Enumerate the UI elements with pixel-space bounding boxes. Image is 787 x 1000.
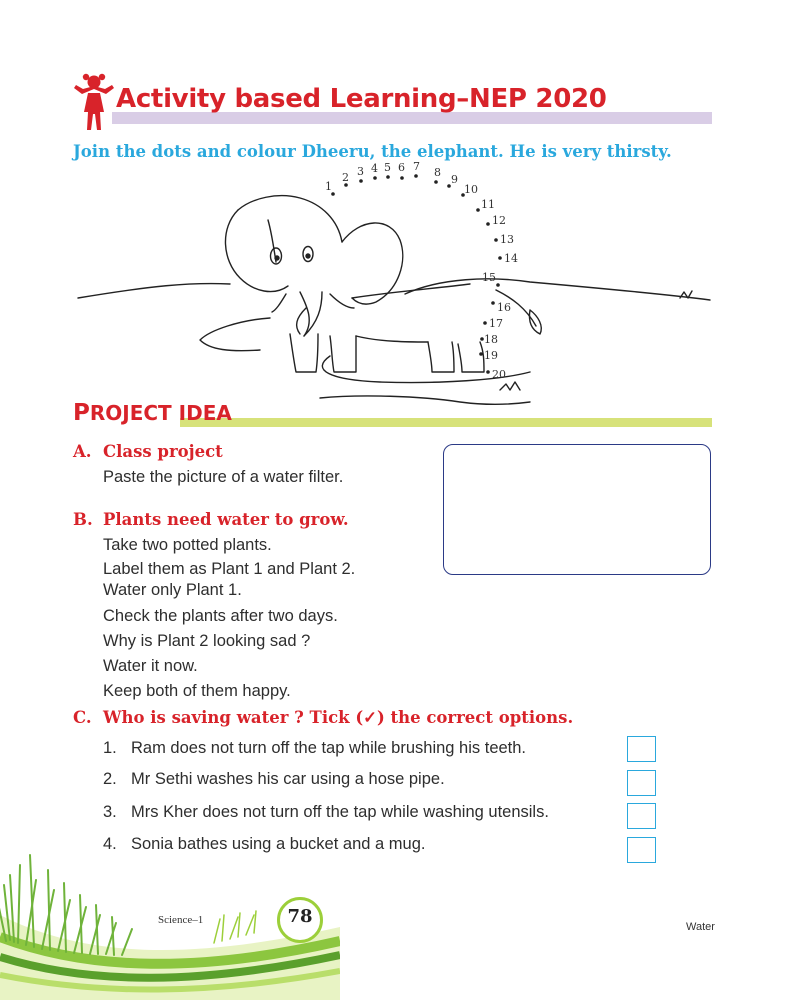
section-b-line: Water only Plant 1.	[103, 581, 242, 599]
tick-box[interactable]	[627, 803, 656, 829]
section-b-line: Label them as Plant 1 and Plant 2.	[103, 560, 356, 578]
tick-box[interactable]	[627, 837, 656, 863]
tick-box[interactable]	[627, 736, 656, 762]
dot-number: 14	[504, 252, 518, 265]
dot-number: 7	[413, 160, 420, 173]
option-item: 3. Mrs Kher does not turn off the tap while washing utensils.	[103, 803, 549, 821]
option-item: 4. Sonia bathes using a bucket and a mug.	[103, 835, 426, 853]
dot-number: 18	[484, 333, 498, 346]
footer-chapter: Water	[686, 921, 715, 933]
section-b-line: Water it now.	[103, 657, 198, 675]
dot-number: 1	[325, 180, 332, 193]
section-b-line: Keep both of them happy.	[103, 682, 291, 700]
reading-child-logo-icon	[72, 72, 116, 134]
dot-number: 20	[492, 368, 506, 381]
dot-number: 16	[497, 301, 511, 314]
section-b-line: Take two potted plants.	[103, 536, 272, 554]
dot-number: 8	[434, 166, 441, 179]
dot-number: 6	[398, 161, 405, 174]
activity-instruction: Join the dots and colour Dheeru, the elephant. He is very thirsty.	[73, 142, 672, 161]
paste-picture-box[interactable]	[443, 444, 711, 575]
section-b-line: Why is Plant 2 looking sad ?	[103, 632, 311, 650]
footer-subject: Science–1	[158, 914, 204, 926]
project-idea-title: PROJECT IDEA	[73, 400, 232, 426]
dot-number: 3	[357, 165, 364, 178]
elephant-dot-to-dot-illustration	[60, 158, 720, 416]
activity-title: Activity based Learning–NEP 2020	[116, 84, 607, 114]
project-band	[180, 418, 712, 427]
dot-number: 10	[464, 183, 478, 196]
dot-number: 19	[484, 349, 498, 362]
dot-number: 17	[489, 317, 503, 330]
dot-number: 11	[481, 198, 495, 211]
option-item: 2. Mr Sethi washes his car using a hose pipe.	[103, 770, 445, 788]
dot-number: 4	[371, 162, 378, 175]
section-a-heading: A. Class project	[73, 442, 223, 461]
tick-box[interactable]	[627, 770, 656, 796]
dot-number: 5	[384, 161, 391, 174]
dot-number: 15	[482, 271, 496, 284]
option-item: 1. Ram does not turn off the tap while brushing his teeth.	[103, 739, 527, 757]
page-number: 78	[287, 906, 313, 927]
dot-number: 12	[492, 214, 506, 227]
dot-number: 13	[500, 233, 514, 246]
section-b-heading: B. Plants need water to grow.	[73, 510, 349, 529]
dot-number: 9	[451, 173, 458, 186]
dot-number: 2	[342, 171, 349, 184]
section-c-heading: C. Who is saving water ? Tick (✓) the correct options.	[73, 708, 574, 727]
section-a-line: Paste the picture of a water filter.	[103, 468, 344, 486]
section-b-line: Check the plants after two days.	[103, 607, 338, 625]
